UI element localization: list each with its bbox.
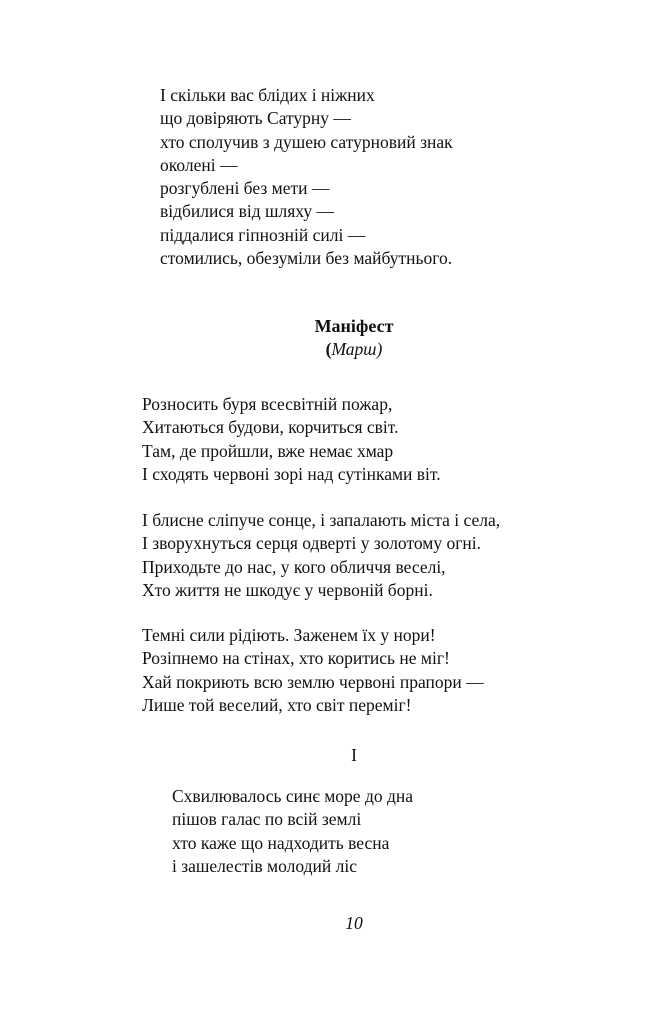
poem-stanza xyxy=(142,624,484,717)
poem-line: Хитаються будови, корчиться світ. xyxy=(142,417,399,438)
page-number: 10 xyxy=(345,913,363,933)
poem-line: І сходять червоні зорі над сутінками віт. xyxy=(142,463,441,484)
poem-stanza xyxy=(160,84,453,270)
poem-line: Хто життя не шкодує у червоній борні. xyxy=(142,579,433,600)
poem-line: Лише той веселий, хто світ переміг! xyxy=(142,694,412,715)
poem-stanza xyxy=(142,509,500,602)
poem-line: Схвилювалось синє море до дна xyxy=(172,786,414,806)
subtitle-text: Марш) xyxy=(331,339,383,359)
poem-line: Темні сили рідіють. Заженем їх у нори! xyxy=(142,625,436,645)
poem-title: Маніфест xyxy=(314,316,394,336)
poem-line: Розносить буря всесвітній пожар, xyxy=(142,394,393,414)
poem-line: і зашелестів молодий ліс xyxy=(172,855,357,876)
poem-line: І скільки вас блідих і ніжних xyxy=(160,85,375,105)
poem-line: Приходьте до нас, у кого обличчя веселі, xyxy=(142,556,446,577)
poem-line: околені — xyxy=(160,154,238,175)
poem-line: піддалися гіпнозній силі — xyxy=(160,224,366,245)
poem-line: що довіряють Сатурну — xyxy=(160,108,351,129)
poem-line: Хай покриють всю землю червоні прапори — xyxy=(142,671,484,692)
poem-line: відбилися від шляху — xyxy=(160,201,334,222)
subtitle-paren: ( xyxy=(325,339,332,359)
poem-subtitle xyxy=(0,339,658,360)
poem-line: хто сполучив з душею сатурновий знак xyxy=(160,131,453,152)
poem-line: Розіпнемо на стінах, хто коритись не міг! xyxy=(142,648,450,669)
poem-line: Там, де пройшли, вже немає хмар xyxy=(142,440,394,461)
poem-stanza xyxy=(142,393,441,486)
poem-line: розгублені без мети — xyxy=(160,178,330,199)
poem-stanza xyxy=(172,785,413,878)
poem-line: І зворухнуться серця одверті у золотому огні. xyxy=(142,533,482,554)
poem-line: пішов галас по всій землі xyxy=(172,809,362,830)
section-number: I xyxy=(351,745,357,765)
poem-line: хто каже що надходить весна xyxy=(172,832,390,853)
poem-line: стомились, обезуміли без майбутнього. xyxy=(160,248,453,269)
poem-line: І блисне сліпуче сонце, і запалають міста і села, xyxy=(142,510,501,530)
